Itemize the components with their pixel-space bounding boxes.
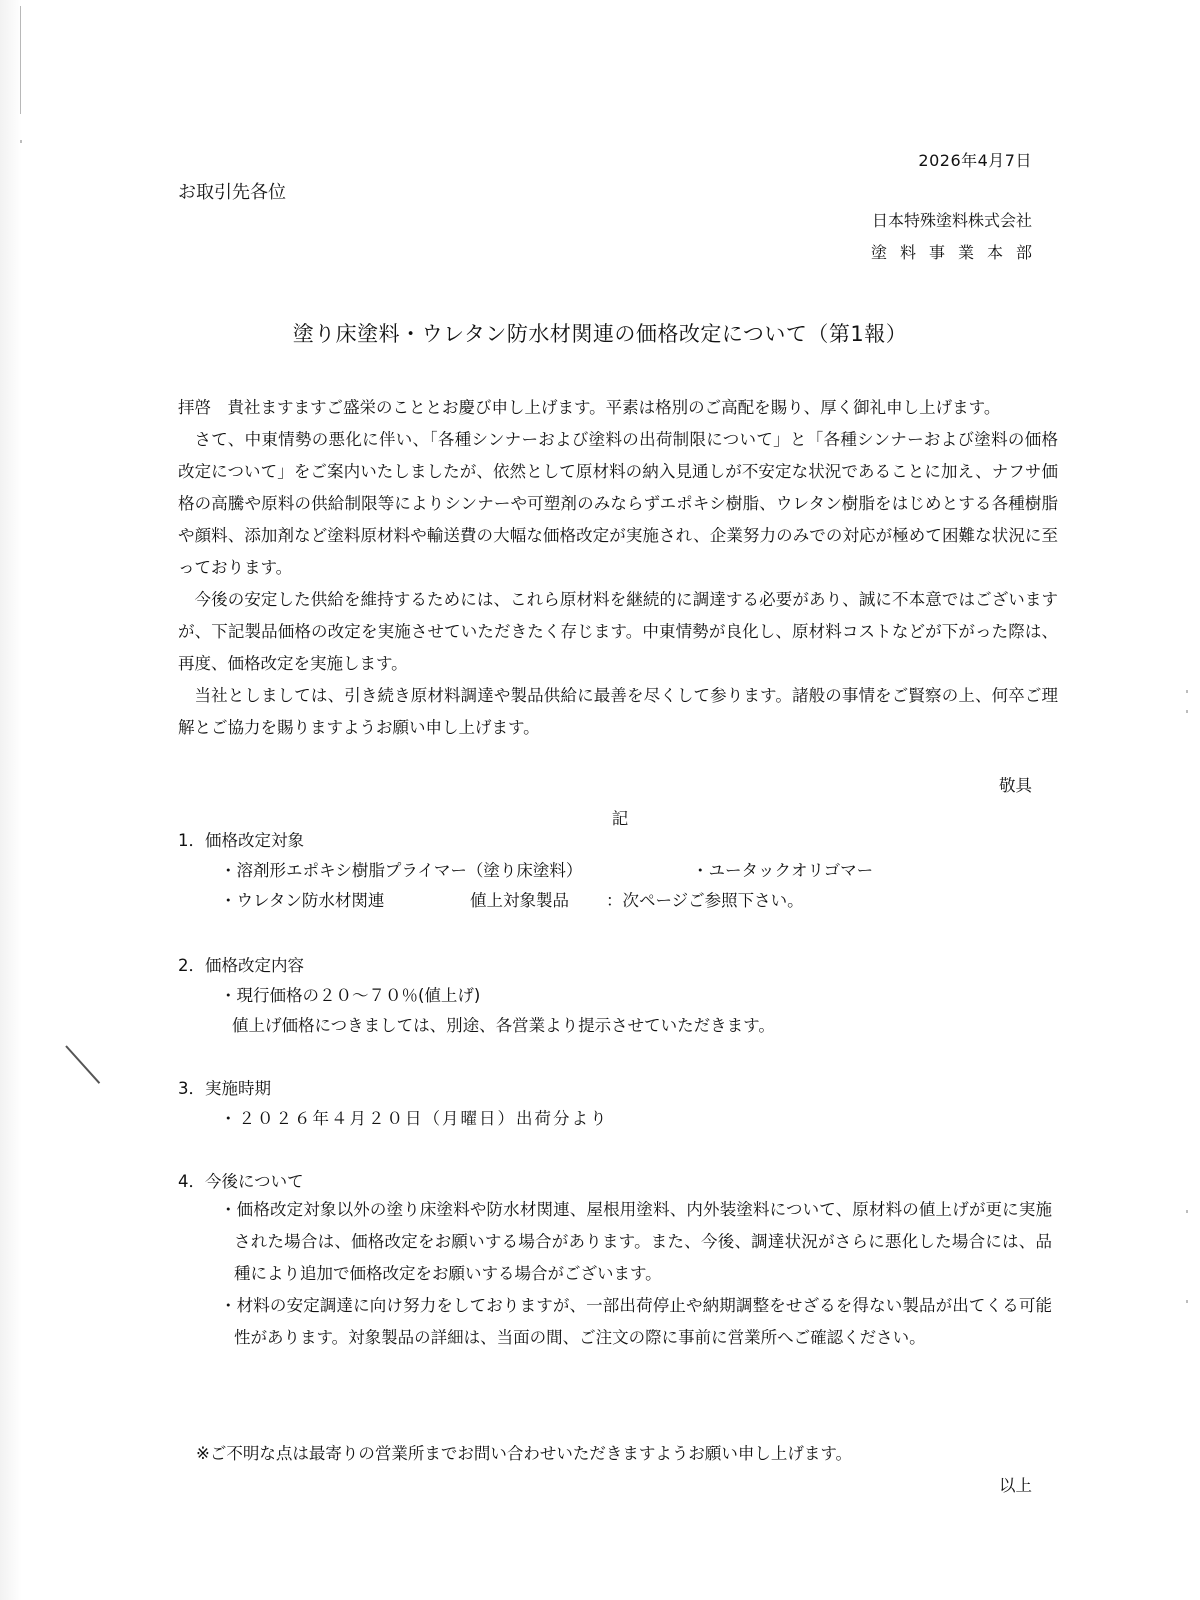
section-1-target-label: 値上対象製品 bbox=[470, 891, 569, 910]
section-2-heading: 2．価格改定内容 bbox=[178, 956, 304, 975]
company-name: 日本特殊塗料株式会社 bbox=[871, 211, 1032, 230]
closing-ijou: 以上 bbox=[999, 1476, 1032, 1495]
greeting-paragraph: 拝啓 貴社ますますご盛栄のこととお慶び申し上げます。平素は格別のご高配を賜り、厚く御礼申し上げます。 bbox=[178, 398, 1001, 417]
section-1-target-value: ：次ページご参照下さい。 bbox=[606, 891, 804, 910]
commitment-paragraph: 当社としましては、引き続き原材料調達や製品供給に最善を尽くして参ります。諸般の事情をご賢察の上、何卒ご理解とご協力を賜りますようお願い申し上げます。 bbox=[178, 686, 1058, 737]
ki-marker: 記 bbox=[611, 809, 629, 828]
section-1-item-utac-oligomer: ・ユータックオリゴマー bbox=[692, 861, 874, 880]
background-paragraph: さて、中東情勢の悪化に伴い、「各種シンナーおよび塗料の出荷制限について」と「各種シンナーおよび塗料の価格改定について」をご案内いたしましたが、依然として原材料の納入見通しが不安定な状況であることに加え、ナフサ価格の高騰や原料の供給制限等によりシンナーや可塑剤のみならずエポキシ樹脂、ウレタン樹脂をはじめとする各種樹脂や顔料、添加剤など塗料原材料や輸送費の大幅な価格改定が実施され、企業努力のみでの対応が極めて困難な状況に至っております。 bbox=[178, 430, 1058, 577]
section-1-item-urethane: ・ウレタン防水材関連 bbox=[220, 891, 385, 910]
document-date: 2026年4月7日 bbox=[918, 151, 1032, 170]
document-title: 塗り床塗料・ウレタン防水材関連の価格改定について（第1報） bbox=[292, 322, 908, 346]
department-name: 塗料事業本部 bbox=[870, 243, 1045, 262]
scan-edge-shadow bbox=[0, 0, 22, 1600]
section-2-note: 値上げ価格につきましては、別途、各営業より提示させていただきます。 bbox=[232, 1016, 775, 1035]
scan-artifact-dot bbox=[1186, 1300, 1188, 1303]
scan-artifact-stroke bbox=[65, 1045, 100, 1083]
section-1-item-epoxy-primer: ・溶剤形エポキシ樹脂プライマー（塗り床塗料） bbox=[220, 861, 583, 880]
section-2-rate: ・現行価格の２０～７０％(値上げ) bbox=[220, 986, 481, 1005]
closing-keigu: 敬具 bbox=[999, 776, 1032, 795]
section-4-item-price-revision: ・価格改定対象以外の塗り床塗料や防水材関連、屋根用塗料、内外装塗料について、原材料の値上げが更に実施された場合は、価格改定をお願いする場合があります。また、今後、調達状況がさらに悪化した場合には、品種により追加で価格改定をお願いする場合がございます。 bbox=[220, 1200, 1052, 1283]
section-3-effective-date: ・２０２６年４月２０日（月曜日）出荷分より bbox=[220, 1109, 609, 1128]
request-paragraph: 今後の安定した供給を維持するためには、これら原材料を継続的に調達する必要があり、誠に不本意ではございますが、下記製品価格の改定を実施させていただきたく存じます。中東情勢が良化し、原材料コストなどが下がった際は、再度、価格改定を実施します。 bbox=[178, 590, 1059, 673]
scan-artifact-dot bbox=[1186, 710, 1188, 713]
section-4-body bbox=[220, 1194, 1052, 1354]
section-1-items-row bbox=[220, 857, 873, 881]
addressee: お取引先各位 bbox=[178, 182, 286, 203]
section-4-heading: 4．今後について bbox=[178, 1172, 304, 1191]
section-4-item-supply: ・材料の安定調達に向け努力をしておりますが、一部出荷停止や納期調整をせざるを得ない製品が出てくる可能性があります。対象製品の詳細は、当面の間、ご注文の際に事前に営業所へご確認ください。 bbox=[220, 1296, 1052, 1347]
scan-artifact-line bbox=[20, 6, 21, 114]
section-1-heading: 1．価格改定対象 bbox=[178, 831, 304, 850]
scan-artifact-dot bbox=[1186, 690, 1188, 693]
contact-note: ※ご不明な点は最寄りの営業所までお問い合わせいただきますようお願い申し上げます。 bbox=[196, 1444, 853, 1463]
scan-artifact-dot bbox=[1186, 1210, 1188, 1213]
letter-body bbox=[178, 392, 1058, 744]
section-1-urethane-row bbox=[220, 887, 804, 911]
scan-artifact-dot bbox=[20, 140, 22, 143]
section-3-heading: 3．実施時期 bbox=[178, 1079, 271, 1098]
